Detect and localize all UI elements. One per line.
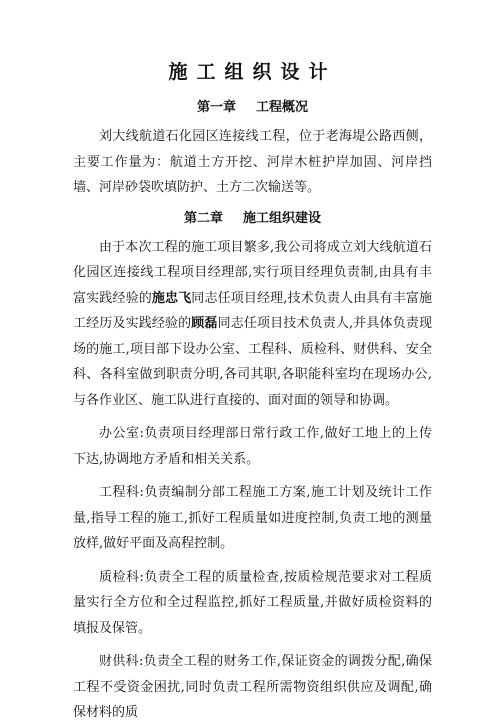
intro-text-3: 同志任项目技术负责人,并具体负责现场的施工,项目部下设办公室、工程科、质检科、财供科、安全科、各科室做到职责分明,各司其职,各职能科室均在现场办公,与各作业区、施工队进行直接的、面对面的领导和协调。 bbox=[73, 316, 432, 408]
chapter-2-intro-paragraph bbox=[73, 235, 432, 414]
office-paragraph: 办公室:负责项目经理部日常行政工作,做好工地上的上传下达,协调地方矛盾和相关关系。 bbox=[73, 426, 432, 467]
chapter-1-paragraph: 刘大线航道石化园区连接线工程，位于老海堤公路西侧，主要工作量为：航道土方开挖、河岸木桩护岸加固、河岸挡墙、河岸砂袋吹填防护、土方二次输送等。 bbox=[73, 129, 432, 195]
chapter-2-title: 施工组织建设 bbox=[243, 210, 322, 226]
chapter-2-heading bbox=[73, 209, 432, 229]
technical-lead-name: 顾磊 bbox=[191, 316, 218, 331]
project-manager-name: 施忠飞 bbox=[151, 290, 192, 306]
finance-paragraph: 财供科:负责全工程的财务工作,保证资金的调拨分配,确保工程不受资金困扰,同时负责工程所需物资组织供应及调配,确保材料的质 bbox=[73, 654, 432, 720]
chapter-1-heading bbox=[73, 98, 432, 118]
intro-text-2: 同志任项目经理,技术负责人由具有丰富施工经历及实践经验的 bbox=[73, 290, 432, 331]
document-title: 施工组织设计 bbox=[168, 61, 337, 83]
engineering-paragraph: 工程科:负责编制分部工程施工方案,施工计划及统计工作量,指导工程的施工,抓好工程质量如进度控制,负责工地的测量放样,做好平面及高程控制。 bbox=[73, 485, 432, 551]
chapter-1-number: 第一章 bbox=[196, 100, 236, 115]
chapter-1-title: 工程概况 bbox=[256, 100, 309, 115]
chapter-2-number: 第二章 bbox=[183, 210, 223, 226]
intro-text-1: 由于本次工程的施工项目繁多,我公司将成立刘大线航道石化园区连接线工程项目经理部,实行项目经理负责制,由具有丰富实践经验的 bbox=[73, 239, 432, 306]
quality-paragraph: 质检科:负责全工程的质量检查,按质检规范要求对工程质量实行全方位和全过程监控,抓好工程质量,并做好质检资料的填报及保管。 bbox=[73, 569, 432, 636]
